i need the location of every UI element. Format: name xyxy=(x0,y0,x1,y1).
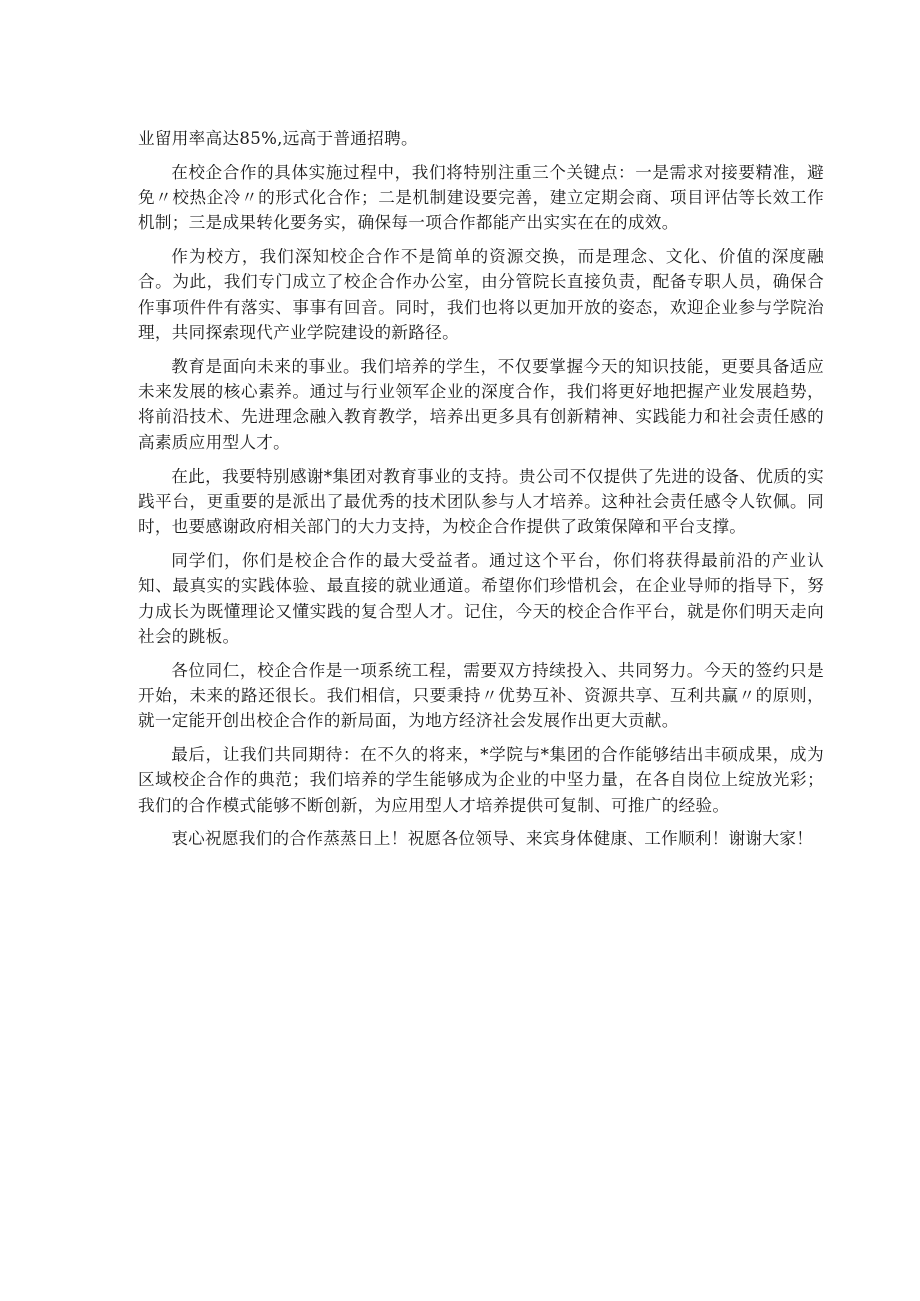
document-page xyxy=(138,126,824,860)
paragraph-thanks: 在此，我要特别感谢*集团对教育事业的支持。贵公司不仅提供了先进的设备、优质的实践平台，更重要的是派出了最优秀的技术团队参与人才培养。这种社会责任感令人钦佩。同时，也要感谢政府相关部门的大力支持，为校企合作提供了政策保障和平台支撑。 xyxy=(138,466,824,537)
paragraph-finally: 最后，让我们共同期待：在不久的将来，*学院与*集团的合作能够结出丰硕成果，成为区域校企合作的典范；我们培养的学生能够成为企业的中坚力量，在各自岗位上绽放光彩；我们的合作模式能够不断创新，为应用型人才培养提供可复制、可推广的经验。 xyxy=(138,745,824,815)
paragraph-colleagues: 各位同仁，校企合作是一项系统工程，需要双方持续投入、共同努力。今天的签约只是开始，未来的路还很长。我们相信，只要秉持〃优势互补、资源共享、互利共赢〃的原则，就一定能开创出校企合作的新局面，为地方经济社会发展作出更大贡献。 xyxy=(138,660,824,731)
paragraph-students: 同学们，你们是校企合作的最大受益者。通过这个平台，你们将获得最前沿的产业认知、最真实的实践体验、最直接的就业通道。希望你们珍惜机会，在企业导师的指导下，努力成长为既懂理论又懂实践的复合型人才。记住，今天的校企合作平台，就是你们明天走向社会的跳板。 xyxy=(138,550,824,646)
paragraph-continued: 业留用率高达85%,远高于普通招聘。 xyxy=(138,129,418,148)
paragraph-school-side: 作为校方，我们深知校企合作不是简单的资源交换，而是理念、文化、价值的深度融合。为此，我们专门成立了校企合作办公室，由分管院长直接负责，配备专职人员，确保合作事项件件有落实、事事有回音。同时，我们也将以更加开放的姿态，欢迎企业参与学院治理，共同探索现代产业学院建设的新路径。 xyxy=(138,247,824,343)
paragraph-education-future: 教育是面向未来的事业。我们培养的学生，不仅要掌握今天的知识技能，更要具备适应未来发展的核心素养。通过与行业领军企业的深度合作，我们将更好地把握产业发展趋势，将前沿技术、先进理念融入教育教学，培养出更多具有创新精神、实践能力和社会责任感的高素质应用型人才。 xyxy=(138,356,824,452)
paragraph-closing: 衷心祝愿我们的合作蒸蒸日上！祝愿各位领导、来宾身体健康、工作顺利！谢谢大家！ xyxy=(171,829,814,849)
paragraph-key-points: 在校企合作的具体实施过程中，我们将特别注重三个关键点：一是需求对接要精准，避免〃校热企冷〃的形式化合作；二是机制建设要完善，建立定期会商、项目评估等长效工作机制；三是成果转化要务实，确保每一项合作都能产出实实在在的成效。 xyxy=(138,162,824,233)
